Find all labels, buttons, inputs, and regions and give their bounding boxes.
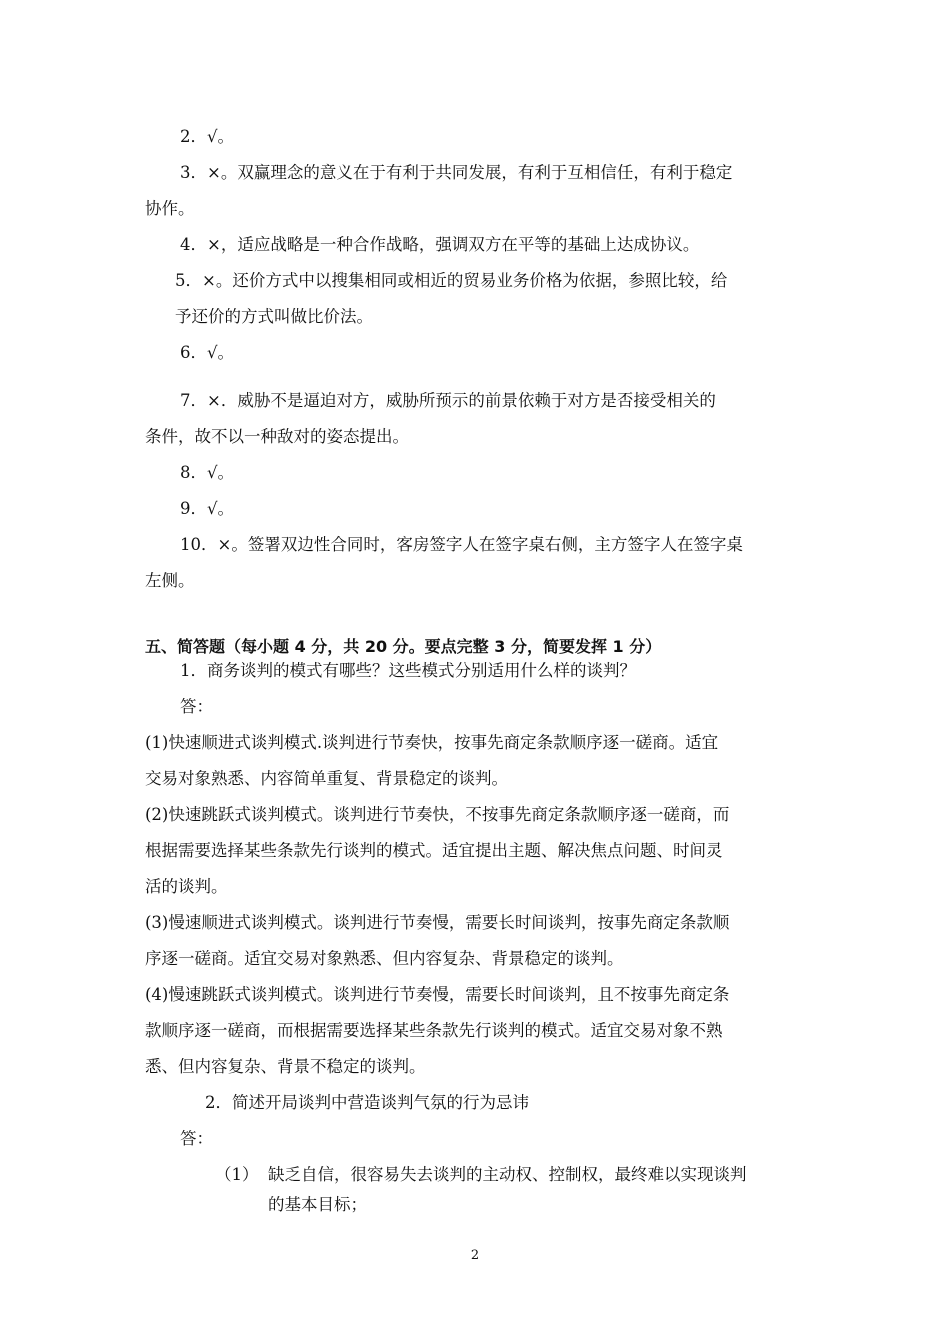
q1-mode-2-line2: 根据需要选择某些条款先行谈判的模式。适宜提出主题、解决焦点问题、时间灵 [145,841,723,860]
q2-item-1-line2: 的基本目标； [268,1195,367,1214]
question-2: 2．简述开局谈判中营造谈判气氛的行为忌讳 [205,1093,529,1112]
tf-answer-5-line1: 5．×。还价方式中以搜集相同或相近的贸易业务价格为依据，参照比较，给 [175,271,728,290]
tf-answer-10-line2: 左侧。 [145,571,195,590]
q1-mode-3-line1: (3)慢速顺进式谈判模式。谈判进行节奏慢，需要长时间谈判，按事先商定条款顺 [145,913,730,932]
q1-mode-2-line1: (2)快速跳跃式谈判模式。谈判进行节奏快，不按事先商定条款顺序逐一磋商，而 [145,805,730,824]
q2-item-1-line1: 缺乏自信，很容易失去谈判的主动权、控制权，最终难以实现谈判 [268,1165,747,1184]
tf-answer-4: 4．×，适应战略是一种合作战略，强调双方在平等的基础上达成协议。 [180,235,700,254]
section-heading: 五、简答题（每小题 4 分，共 20 分。要点完整 3 分，简要发挥 1 分） [145,637,662,656]
tf-answer-5-line2: 予还价的方式叫做比价法。 [175,307,373,326]
q1-mode-2-line3: 活的谈判。 [145,877,228,896]
tf-answer-3-line2: 协作。 [145,199,195,218]
tf-answer-10-line1: 10．×。签署双边性合同时，客房签字人在签字桌右侧，主方签字人在签字桌 [180,535,743,554]
tf-answer-7-line1: 7．×．威胁不是逼迫对方，威胁所预示的前景依赖于对方是否接受相关的 [180,391,716,410]
question-2-answer-label: 答： [180,1129,213,1148]
q1-mode-4-line3: 悉、但内容复杂、背景不稳定的谈判。 [145,1057,426,1076]
q1-mode-1-line2: 交易对象熟悉、内容简单重复、背景稳定的谈判。 [145,769,508,788]
q1-mode-3-line2: 序逐一磋商。适宜交易对象熟悉、但内容复杂、背景稳定的谈判。 [145,949,624,968]
q1-mode-1-line1: (1)快速顺进式谈判模式.谈判进行节奏快，按事先商定条款顺序逐一磋商。适宜 [145,733,719,752]
question-1: 1．商务谈判的模式有哪些？这些模式分别适用什么样的谈判？ [180,661,636,680]
q1-mode-4-line1: (4)慢速跳跃式谈判模式。谈判进行节奏慢，需要长时间谈判，且不按事先商定条 [145,985,730,1004]
tf-answer-2: 2．√。 [180,127,235,146]
tf-answer-8: 8．√。 [180,463,235,482]
tf-answer-9: 9．√。 [180,499,235,518]
page-number: 2 [470,1248,480,1263]
q1-mode-4-line2: 款顺序逐一磋商，而根据需要选择某些条款先行谈判的模式。适宜交易对象不熟 [145,1021,723,1040]
q2-item-1-number: （1） [215,1165,259,1184]
tf-answer-7-line2: 条件，故不以一种敌对的姿态提出。 [145,427,409,446]
question-1-answer-label: 答： [180,697,213,716]
tf-answer-3-line1: 3．×。双赢理念的意义在于有利于共同发展，有利于互相信任，有利于稳定 [180,163,733,182]
tf-answer-6: 6．√。 [180,343,235,362]
